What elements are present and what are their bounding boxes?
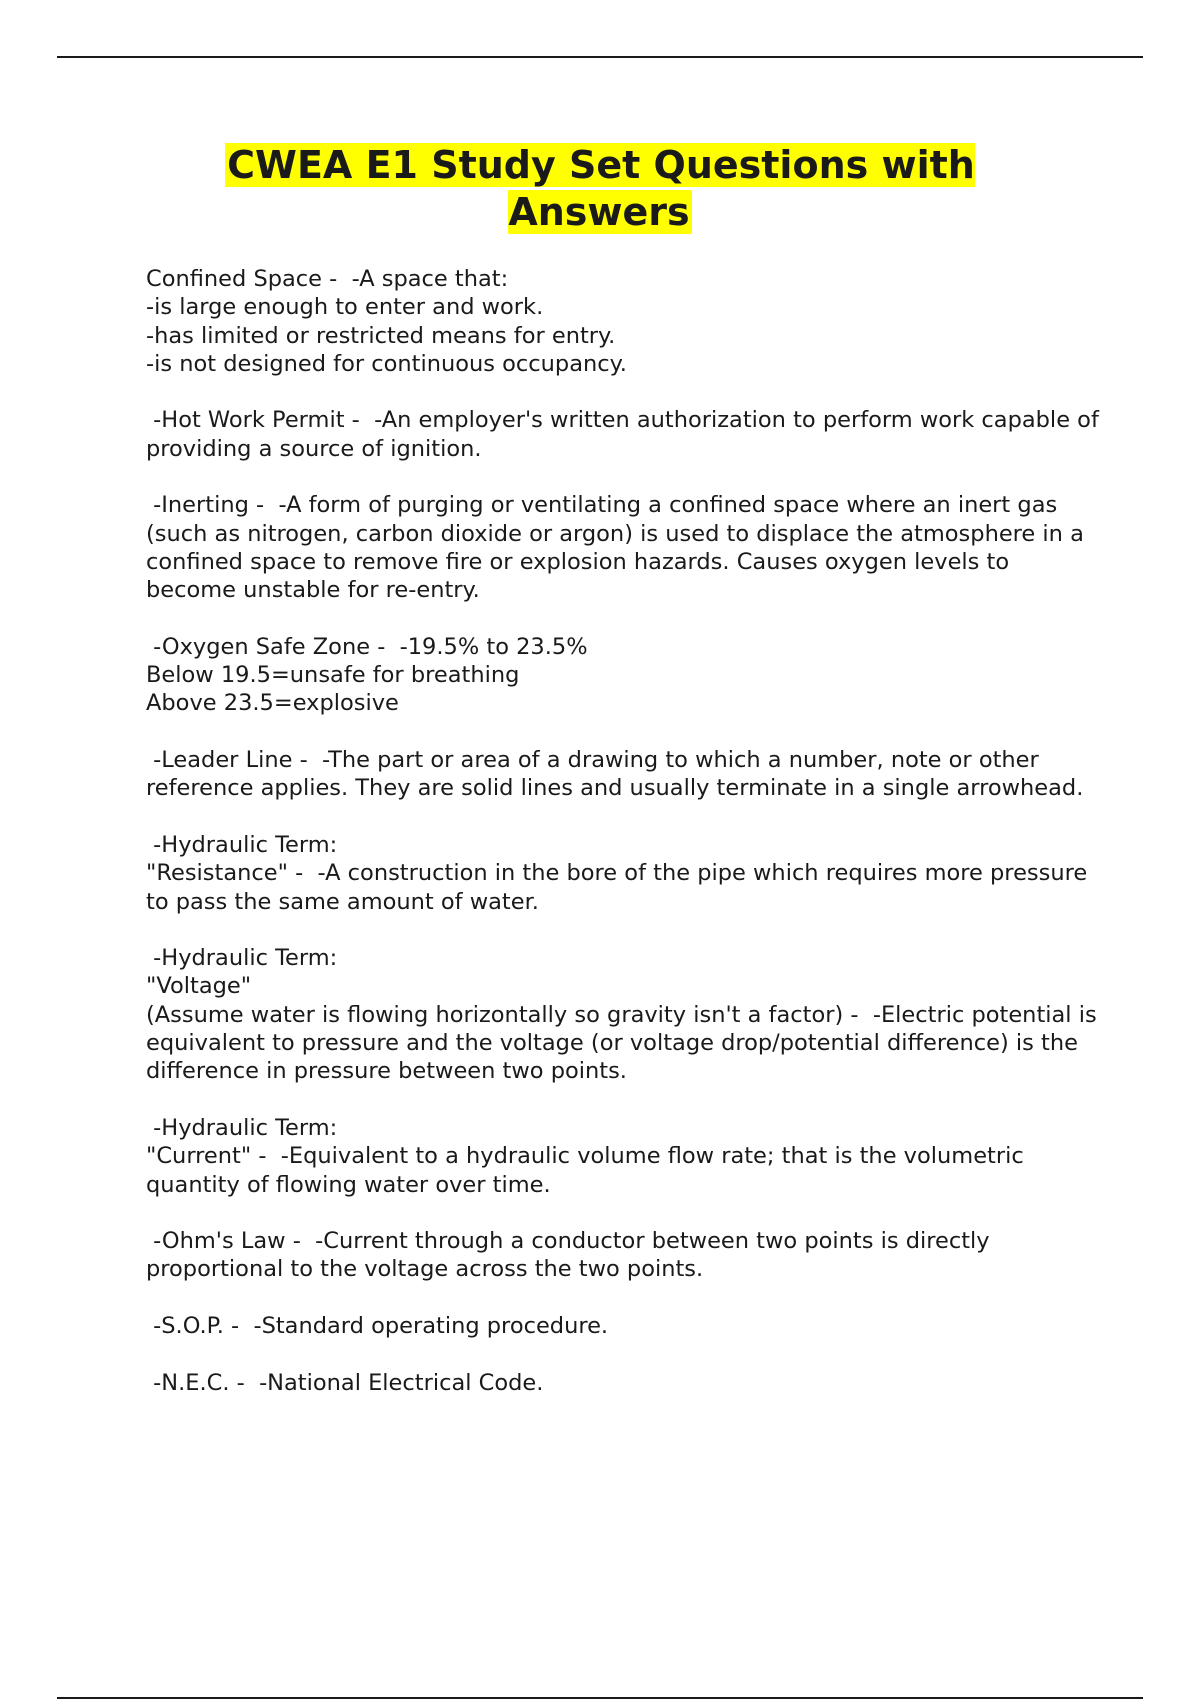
entry-sop: -S.O.P. - -Standard operating procedure.	[146, 1312, 609, 1339]
title-highlight: CWEA E1 Study Set Questions with Answers	[227, 143, 975, 234]
study-content	[146, 265, 1106, 1425]
bottom-rule	[57, 1697, 1143, 1699]
entry-nec: -N.E.C. - -National Electrical Code.	[146, 1369, 544, 1396]
entry-leader-line: -Leader Line - -The part or area of a drawing to which a number, note or other reference applies. They are solid lines and usually terminate in a single arrowhead.	[146, 747, 1084, 802]
page-title	[190, 142, 1010, 236]
entry-inerting: -Inerting - -A form of purging or ventilating a confined space where an inert gas (such as nitrogen, carbon dioxide or argon) is used to displace the atmosphere in a confined space to remove fire or explosion hazards. Causes oxygen levels to become unstable for re-entry.	[146, 492, 1092, 604]
entry-hydraulic-current: -Hydraulic Term: "Current" - -Equivalent to a hydraulic volume flow rate; that is the volumetric quantity of flowing water over time.	[146, 1114, 1024, 1198]
entry-ohms-law: -Ohm's Law - -Current through a conductor between two points is directly proportional to the voltage across the two points.	[146, 1228, 997, 1283]
title-block	[0, 142, 1200, 236]
entry-oxygen-safe-zone: -Oxygen Safe Zone - -19.5% to 23.5% Below 19.5=unsafe for breathing Above 23.5=explosive	[146, 633, 588, 717]
top-rule	[57, 56, 1143, 58]
entry-hot-work-permit: -Hot Work Permit - -An employer's written authorization to perform work capable of providing a source of ignition.	[146, 407, 1107, 462]
entry-hydraulic-voltage: -Hydraulic Term: "Voltage" (Assume water is flowing horizontally so gravity isn't a factor) - -Electric potential is equivalent to pressure and the voltage (or voltage drop/potential difference) is the difference in pressure between two points.	[146, 945, 1097, 1085]
entry-confined-space: Confined Space - -A space that: -is large enough to enter and work. -has limited or restricted means for entry. -is not designed for continuous occupancy.	[146, 266, 627, 377]
entry-hydraulic-resistance: -Hydraulic Term: "Resistance" - -A construction in the bore of the pipe which requires more pressure to pass the same amount of water.	[146, 831, 1088, 915]
